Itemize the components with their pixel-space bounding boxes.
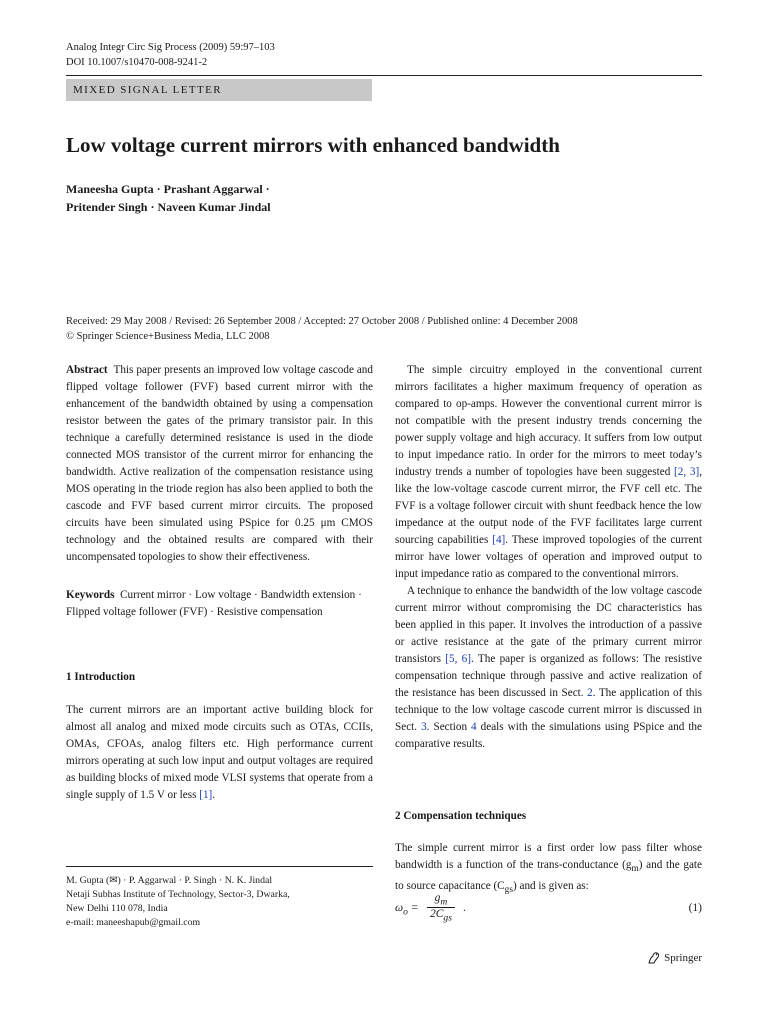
eq-number: (1): [688, 902, 702, 914]
doi[interactable]: DOI 10.1007/s10470-008-9241-2: [66, 57, 208, 68]
sec2-end: ) and is given as:: [512, 880, 589, 893]
abstract-block: [66, 362, 373, 566]
eq-num-sub: m: [440, 896, 448, 908]
eq-equals: =: [407, 902, 419, 914]
ref-link-2-3[interactable]: [2, 3]: [674, 466, 700, 478]
sect-link-2[interactable]: 2: [587, 687, 593, 699]
keywords-block: [66, 587, 373, 621]
p1-text-a: The simple circuitry employed in the conventional current mirrors facilitates a higher maximum frequency of operation as compared to op-amps. However the conventional current mirror is not compatible with the present industry trends concerning the power supply voltage and high accuracy. It suffers from low output to input impedance ratio. In order for the mirrors to meet today’s industry trends a number of topologies have been suggested: [395, 364, 702, 478]
footnote-affiliation: Netaji Subhas Institute of Technology, Sector-3, Dwarka,: [66, 889, 290, 900]
eq-denominator: [427, 908, 455, 923]
equation-1: [395, 890, 702, 926]
intro-block: [66, 702, 373, 804]
eq-omega: ω: [395, 902, 404, 914]
paper-title: Low voltage current mirrors with enhanced bandwidth: [66, 133, 560, 157]
authors-line-2: Pritender Singh · Naveen Kumar Jindal: [66, 200, 271, 214]
header-rule: [66, 75, 702, 76]
sec2-sub-gs: gs: [504, 885, 513, 896]
journal-citation: Analog Integr Circ Sig Process (2009) 59:97–103: [66, 42, 275, 53]
sect-link-3[interactable]: 3: [421, 721, 427, 733]
journal-header: [66, 40, 275, 70]
ref-link-5-6[interactable]: [5, 6]: [445, 653, 472, 665]
right-paragraph-2: [395, 583, 702, 753]
sec2-sub-m: m: [631, 864, 639, 875]
publisher-name: Springer: [664, 952, 702, 964]
p1-text-c: . These improved topologies of the current mirror have lower voltages of operation and improved output to input impedance ratio as compared to the conventional mirrors.: [395, 534, 702, 580]
author-list: [66, 180, 271, 216]
p2-text-a: A technique to enhance the bandwidth of the low voltage cascode current mirror without compromising the DC characteristics has been applied in this paper. It involves the introduction of a passive or active resistance at the gate of the primary current mirror transistors: [395, 585, 702, 665]
author-footnote: [66, 874, 376, 930]
keywords-text: Current mirror · Low voltage · Bandwidth extension · Flipped voltage follower (FVF) · Resistive compensation: [66, 589, 362, 618]
eq-fraction: [427, 892, 455, 924]
keywords-paragraph: [66, 587, 373, 621]
right-paragraph-1: [395, 362, 702, 583]
eq-period: .: [463, 902, 466, 914]
ref-link-4[interactable]: [4]: [492, 534, 506, 546]
intro-paragraph: [66, 702, 373, 804]
p2-text-d: . Section: [426, 721, 472, 733]
intro-text: The current mirrors are an important active building block for almost all analog and mixed mode circuits such as OTAs, CCIIs, OMAs, CFOAs, analog filters etc. High performance current mirrors operating at such low input and output voltages are required as building blocks of mixed mode VLSI systems that operate from a single supply of 1.5 V or less: [66, 704, 373, 801]
p2-text-b: . The paper is organized as follows: The resistive compensation technique through passive and active realization of the resistance has been discussed in Sect.: [395, 653, 702, 699]
springer-horse-icon: [647, 951, 661, 965]
abstract-paragraph: [66, 362, 373, 566]
eq-num-g: g: [434, 892, 441, 904]
copyright-line: © Springer Science+Business Media, LLC 2008: [66, 331, 270, 342]
eq-den-sub: gs: [443, 912, 452, 924]
dates-line: Received: 29 May 2008 / Revised: 26 September 2008 / Accepted: 27 October 2008 / Published online: 4 December 2008: [66, 316, 578, 327]
p1-text-b: , like the low-voltage cascode current mirror, the FVF cell etc. The FVF is a voltage follower circuit with shunt feedback hence the low impedance at the output node of the FVF facilitates large current sourcing capabilities: [395, 466, 702, 546]
intro-heading: 1 Introduction: [66, 671, 136, 683]
sect-link-4[interactable]: 4: [471, 721, 477, 733]
p2-text-c: . The application of this technique to the low voltage cascode current mirror is discussed in Sect.: [395, 687, 702, 733]
footnote-rule: [66, 866, 373, 867]
authors-line-1: Maneesha Gupta · Prashant Aggarwal ·: [66, 182, 270, 196]
eq-lhs: [395, 902, 419, 917]
section2-heading: 2 Compensation techniques: [395, 810, 527, 822]
p2-text-e: deals with the simulations using PSpice and the comparative results.: [395, 721, 702, 750]
ref-link-1[interactable]: [1]: [199, 789, 213, 801]
abstract-text: This paper presents an improved low voltage cascode and flipped voltage follower (FVF) based current mirror with the enhancement of the bandwidth obtained by using a compensation resistor between the gates of the primary transistor pair. In this technique a carefully determined resistance is used in the diode connected MOS transistor of the current mirror for enhancing the bandwidth. Active realization of the compensation resistance using MOS operating in the triode region has also been applied to both the cascode and FVF based current mirror circuits. The proposed circuits have been simulated using PSpice for 0.25 μm CMOS technology and the obtained results are compared with their uncompensated topologies to show their effectiveness.: [66, 364, 373, 563]
section-label: MIXED SIGNAL LETTER: [66, 79, 372, 101]
intro-end: .: [212, 789, 216, 801]
eq-omega-sub: o: [403, 906, 408, 918]
publication-dates: [66, 314, 706, 344]
eq-numerator: [427, 892, 455, 908]
publisher-logo: [647, 951, 702, 965]
keywords-label: Keywords: [66, 589, 115, 601]
eq-den-c: 2C: [430, 908, 444, 921]
abstract-label: Abstract: [66, 364, 108, 376]
sec2-text: The simple current mirror is a first order low pass filter whose bandwidth is a function of the trans-conductance (g: [395, 842, 702, 871]
footnote-email[interactable]: e-mail: maneeshapub@gmail.com: [66, 917, 201, 928]
footnote-authors: M. Gupta (✉) · P. Aggarwal · P. Singh · N. K. Jindal: [66, 875, 273, 886]
right-column: [395, 362, 702, 753]
sec2-mid: ) and the gate to source capacitance (C: [395, 859, 702, 893]
footnote-address: New Delhi 110 078, India: [66, 903, 168, 914]
